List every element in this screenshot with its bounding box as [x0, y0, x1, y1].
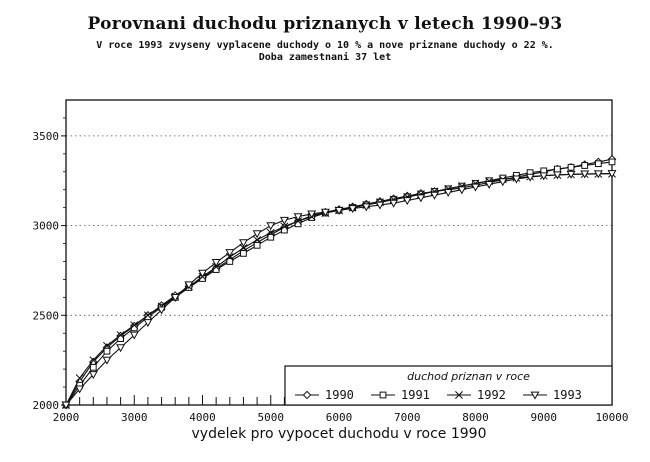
data-point-1991	[582, 163, 588, 169]
legend	[285, 366, 612, 405]
subtitle-line-2: Doba zamestnani 37 let	[258, 52, 392, 63]
x-tick-label: 7000	[394, 411, 421, 424]
data-point-1993	[281, 217, 288, 223]
x-tick-label: 5000	[257, 411, 284, 424]
x-tick-label: 3000	[121, 411, 148, 424]
x-axis-label: vydelek pro vypocet duchodu v roce 1990	[191, 426, 487, 442]
x-tick-label: 10000	[595, 411, 629, 424]
legend-title: duchod priznan v roce	[407, 370, 530, 383]
y-tick-label: 3000	[32, 219, 59, 233]
chart-title: Porovnani duchodu priznanych v letech 1990–93	[87, 14, 563, 34]
x-tick-label: 6000	[325, 411, 353, 424]
legend-label: 1993	[553, 388, 582, 402]
data-point-1991	[568, 164, 574, 170]
data-point-1991	[104, 348, 110, 354]
data-point-1991	[595, 161, 601, 167]
data-point-1991	[609, 159, 615, 165]
x-tick-label: 4000	[189, 411, 216, 424]
x-tick-label: 9000	[530, 411, 557, 424]
legend-label: 1990	[325, 388, 354, 402]
x-tick-label: 8000	[462, 411, 489, 424]
y-tick-label: 3500	[32, 129, 59, 143]
grid-lines	[66, 136, 612, 315]
x-tick-label: 2000	[52, 411, 80, 424]
data-point-1991	[241, 251, 247, 257]
legend-label: 1992	[477, 388, 506, 402]
data-point-1991	[555, 166, 561, 172]
legend-marker	[380, 392, 386, 398]
data-point-1993	[254, 231, 261, 237]
y-tick-label: 2000	[32, 399, 59, 412]
y-tick-label: 2500	[32, 309, 59, 323]
subtitle-line-1: V roce 1993 zvyseny vyplacene duchody o 10 % a nove priznane duchody o 22 %.	[96, 40, 554, 51]
data-point-1991	[90, 364, 96, 370]
data-point-1991	[254, 242, 260, 248]
legend-label: 1991	[401, 388, 430, 402]
plot-frame	[66, 100, 612, 405]
